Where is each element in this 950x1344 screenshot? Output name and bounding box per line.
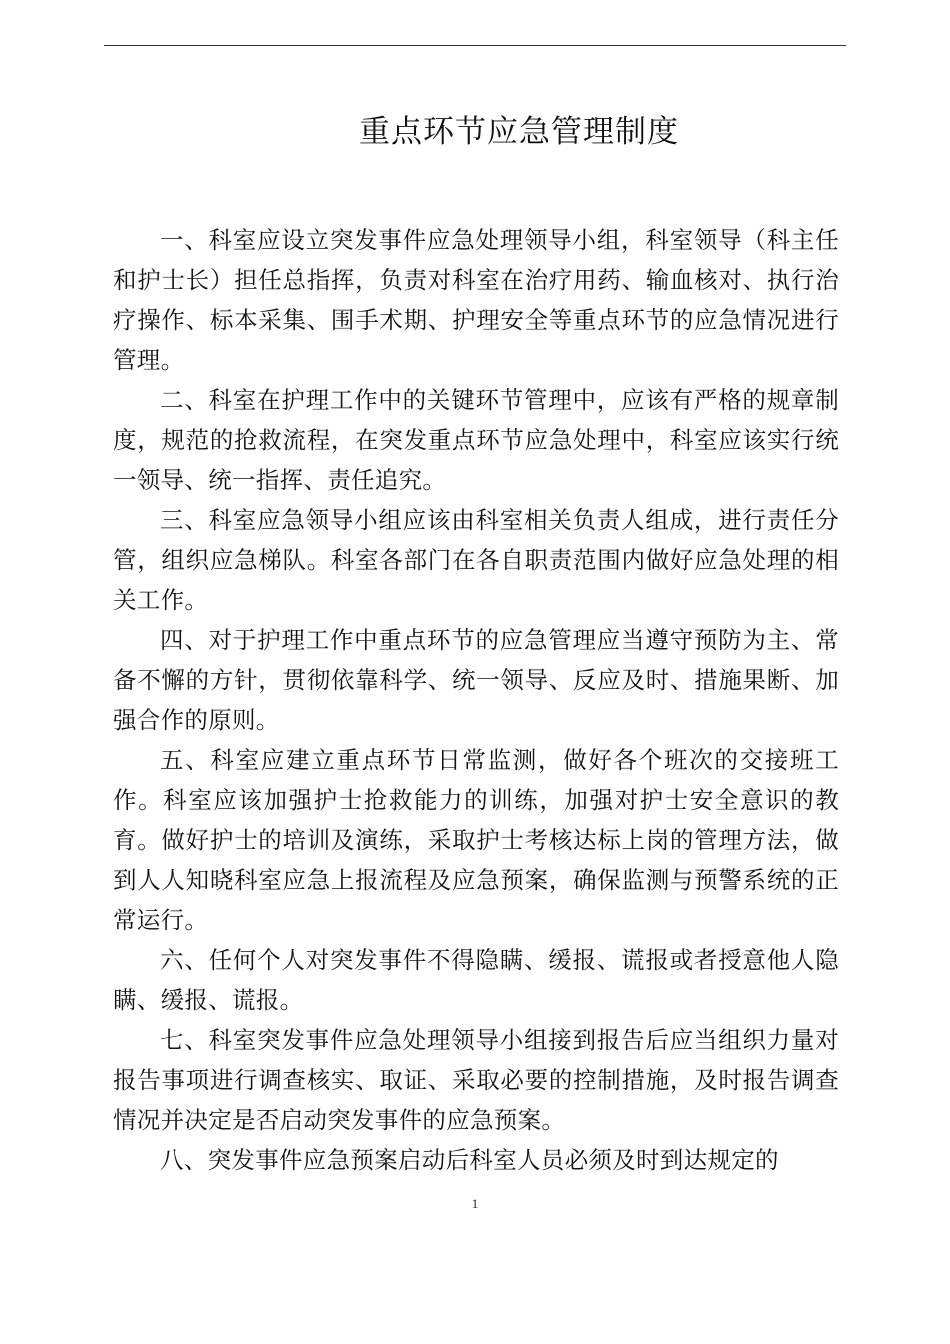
paragraph-7: 七、科室突发事件应急处理领导小组接到报告后应当组织力量对报告事项进行调查核实、取证、采取必要的控制措施，及时报告调查情况并决定是否启动突发事件的应急预案。 bbox=[113, 1026, 839, 1134]
page-number: 1 bbox=[471, 1196, 479, 1211]
document-title: 重点环节应急管理制度 bbox=[359, 114, 679, 150]
paragraph-8: 八、突发事件应急预案启动后科室人员必须及时到达规定的 bbox=[160, 1146, 779, 1174]
document-body bbox=[113, 220, 839, 1180]
paragraph-1: 一、科室应设立突发事件应急处理领导小组，科室领导（科主任和护士长）担任总指挥，负责对科室在治疗用药、输血核对、执行治疗操作、标本采集、围手术期、护理安全等重点环节的应急情况进行管理。 bbox=[113, 226, 839, 374]
paragraph-2: 二、科室在护理工作中的关键环节管理中，应该有严格的规章制度，规范的抢救流程，在突发重点环节应急处理中，科室应该实行统一领导、统一指挥、责任追究。 bbox=[113, 386, 839, 494]
paragraph-5: 五、科室应建立重点环节日常监测，做好各个班次的交接班工作。科室应该加强护士抢救能力的训练，加强对护士安全意识的教育。做好护士的培训及演练，采取护士考核达标上岗的管理方法，做到人人知晓科室应急上报流程及应急预案，确保监测与预警系统的正常运行。 bbox=[113, 746, 839, 934]
paragraph-6: 六、任何个人对突发事件不得隐瞒、缓报、谎报或者授意他人隐瞒、缓报、谎报。 bbox=[113, 946, 839, 1014]
header-rule bbox=[104, 45, 846, 46]
paragraph-4: 四、对于护理工作中重点环节的应急管理应当遵守预防为主、常备不懈的方针，贯彻依靠科学、统一领导、反应及时、措施果断、加强合作的原则。 bbox=[113, 626, 839, 734]
paragraph-3: 三、科室应急领导小组应该由科室相关负责人组成，进行责任分管，组织应急梯队。科室各部门在各自职责范围内做好应急处理的相关工作。 bbox=[113, 506, 839, 614]
